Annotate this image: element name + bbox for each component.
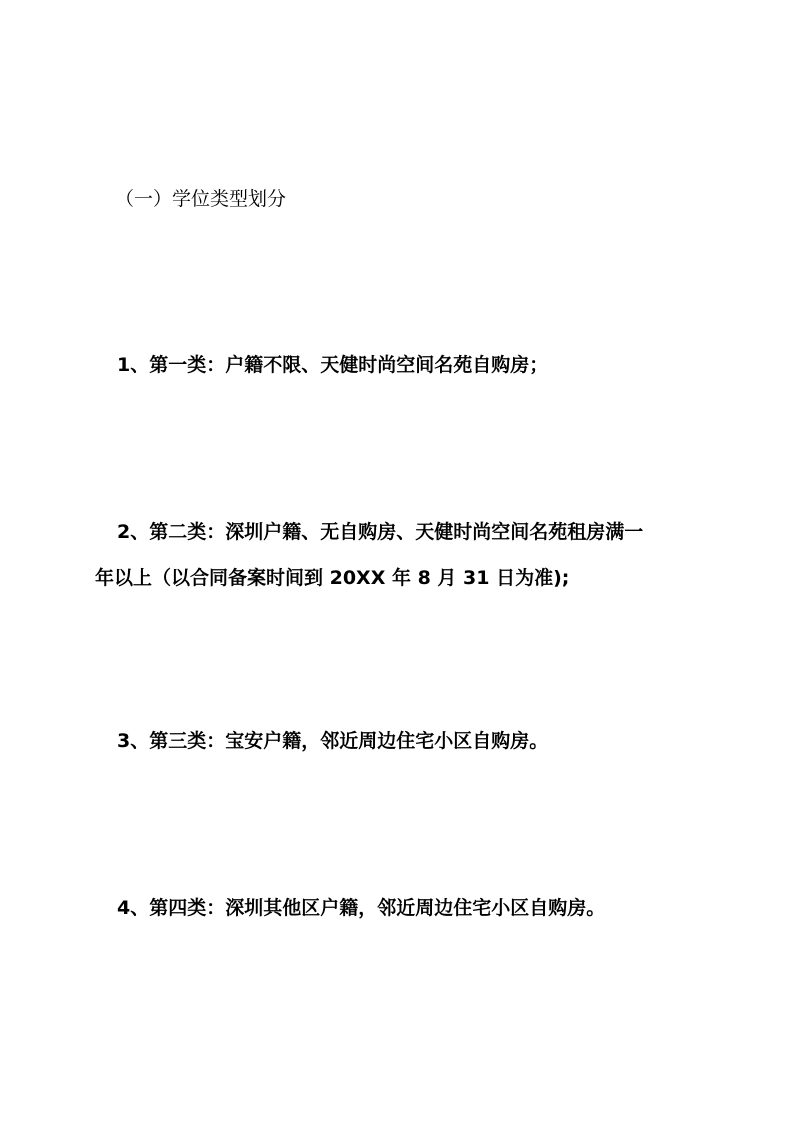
list-item-3: 3、第三类：宝安户籍，邻近周边住宅小区自购房。 (117, 730, 549, 752)
list-item-1: 1、第一类：户籍不限、天健时尚空间名苑自购房； (117, 354, 549, 376)
list-item-2-line-2: 年以上（以合同备案时间到 20XX 年 8 月 31 日为准); (95, 567, 570, 589)
section-heading: （一）学位类型划分 (115, 188, 287, 210)
list-item-4: 4、第四类：深圳其他区户籍，邻近周边住宅小区自购房。 (117, 897, 606, 919)
list-item-2-line-1: 2、第二类：深圳户籍、无自购房、天健时尚空间名苑租房满一 (117, 521, 644, 543)
